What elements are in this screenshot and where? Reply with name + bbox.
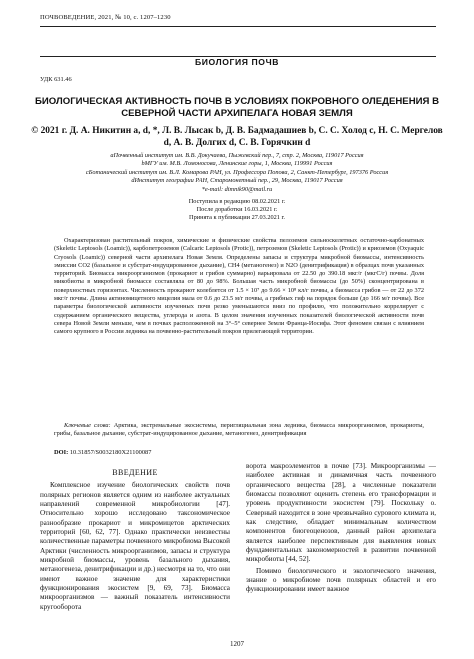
abstract: Охарактеризован растительный покров, химические и физические свойства пелоземов сильноскелетных остаточно-карбонатных (Skeletic Leptosols (Loamic)), карбопетроземов (Calcaric Leptosols (Protic)), петроземов (Skeletic Leptosols (Protic)) и криоземов (Oxyaquic Cryosols (Loamic)) северной части архипелага Новая Земля. Определены запасы и структура микробной биомассы, интенсивность эмиссии CO2 (базальное и субстрат-индуцированное дыхание), CH4 (метаногенез) и N2O (денитрификация) в образцах почв указанных территорий. Биомасса микроорганизмов (прокариот и грибов суммарно) варьировала от 22.50 до 390.18 мкг/г (мкгС/г) почвы. Доля микобиоты в микробной биомассе составляла от 80 до 98%. Большая часть микробной биомассы (до 50%) сконцентрирована в поверхностных горизонтах. Численность прокариот колеблется от 1.5 × 10⁷ до 9.66 × 10⁸ кл/г почвы, а биомасса грибов — от 22 до 372 мкг/г почвы. Длина актиномицетного мицелия мала от 0.6 до 23.5 м/г почвы, а грибных гиф на порядок больше (до 166 м/г почвы). Все параметры биологической активности изученных почв резко уменьшаются вниз по профилю, что положительно коррелирует с содержанием органического вещества, углерода и азота. В целом значения изученных показателей биологической активности почв севера Новой Земли меньше, чем в почвах расположенной на 3°–5° севернее Земли Франца-Иосифа. Этот феномен связан с влиянием самого крупного в России ледника на почвенно-растительный покров прилегающей территории. (54, 237, 424, 336)
section-title: БИОЛОГИЯ ПОЧВ (187, 57, 287, 67)
article-title: БИОЛОГИЧЕСКАЯ АКТИВНОСТЬ ПОЧВ В УСЛОВИЯХ ПОКРОВНОГО ОЛЕДЕНЕНИЯ В СЕВЕРНОЙ ЧАСТИ АРХИПЕЛАГА НОВАЯ ЗЕМЛЯ (34, 96, 440, 120)
doi-line (54, 449, 151, 456)
received-date: Поступила в редакцию 08.02.2021 г. (188, 198, 286, 205)
keywords-label: Ключевые слова: (64, 422, 111, 429)
intro-paragraph-1-continued: ворота макроэлементов в почве [73]. Микроорганизмы — наиболее активная и динамичная часть почвенного органического вещества [28], а численные показатели биомассы позволяют оценить степень его трансформации и уровень продуктивности экосистем [79]. Поскольку о. Северный находится в зоне чрезвычайно сурового климата и, как следствие, обладает минимальным количеством компонентов биогеоценозов, данный район архипелага является наиболее перспективным для выявления новых фундаментальных закономерностей в развитии почвенной микробиоты [44, 52]. (246, 462, 436, 564)
submission-dates (30, 198, 444, 221)
accepted-date: Принята к публикации 27.03.2021 г. (189, 213, 285, 221)
keywords-block (54, 422, 424, 438)
page-number: 1207 (230, 640, 244, 648)
doi-label: DOI: (54, 449, 69, 456)
intro-paragraph-2: Помимо биологического и экологического значения, знание о микробиоме почв полярных областей и его функционировании имеет важное (246, 566, 436, 594)
intro-heading: ВВЕДЕНИЕ (112, 468, 158, 477)
author-list: © 2021 г. Д. А. Никитин a, d, *, Л. В. Лысак b, Д. В. Бадмадашиев b, С. С. Холод c, Н. С. Мергелов d, А. В. Долгих d, С. В. Горячкин d (31, 126, 443, 149)
running-header: ПОЧВОВЕДЕНИЕ, 2021, № 10, с. 1207–1230 (40, 14, 171, 21)
affiliation-a: aПочвенный институт им. В.В. Докучаева, Пыжевский пер., 7, стр. 2, Москва, 119017 Россия (110, 152, 364, 159)
intro-paragraph-1: Комплексное изучение биологических свойств почв полярных регионов является одним из наиболее актуальных направлений современной микробиологии [47]. Относительно хорошо исследовано таксономическое разнообразие прокариот и микромицетов арктических территорий [60, 62, 77]. Однако практически неизвестны количественные параметры почвенного микробиома Высокой Арктики (численность микроорганизмов, запасы и структура микробной биомассы, уровень базального дыхания, метаногенеза, денитрификации и др.) несмотря на то, что они имеют важное значение для характеристики функционирования экосистем [9, 69, 73]. Биомасса микроорганизмов — важный показатель интенсивности кругооборота (40, 481, 230, 611)
revised-date: После доработки 16.03.2021 г. (196, 205, 278, 213)
affiliation-c: cБотанический институт им. В.Л. Комарова РАН, ул. Профессора Попова, 2, Санкт-Петербург, 197376 Россия (85, 168, 389, 176)
keywords-text: Арктика, экстремальные экосистемы, перигляциальная зона ледника, биомасса микроорганизмов, прокариоты, грибы, базальное дыхание, субстрат-индуцированное дыхание, метаногенез, денитрификация (54, 422, 424, 437)
affiliations (30, 152, 444, 194)
right-column (246, 462, 436, 595)
section-label (0, 57, 474, 67)
header-rule (40, 26, 436, 27)
author-email: *e-mail: dimnik90@mail.ru (201, 185, 273, 193)
udk-code: УДК 631.46 (40, 76, 72, 83)
doi-value: 10.31857/S0032180X21100087 (69, 449, 152, 456)
left-column (40, 462, 230, 612)
affiliation-d: dИнститут географии РАН, Старомонетный пер., 29, Москва, 119017 Россия (131, 177, 343, 185)
affiliation-b: bМГУ им. М.В. Ломоносова, Ленинские горы, 1, Москва, 119991 Россия (141, 160, 333, 168)
